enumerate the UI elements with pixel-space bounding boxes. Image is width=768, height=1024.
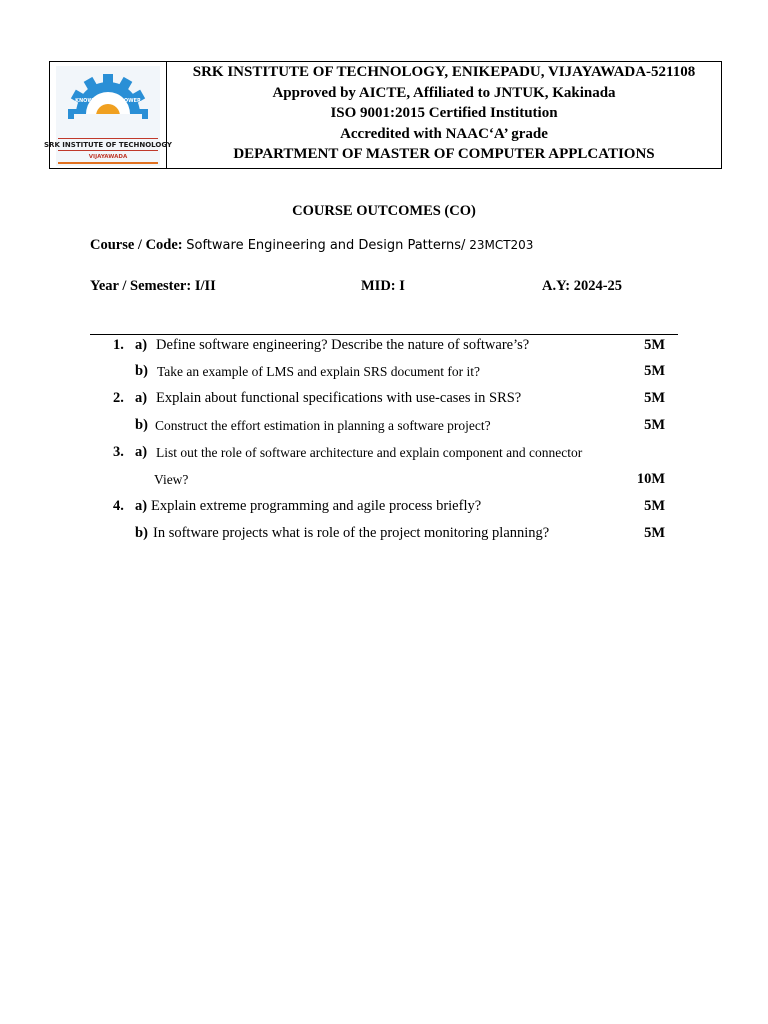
course-code: 23MCT203 — [465, 238, 534, 252]
question-number: 3. — [113, 444, 124, 460]
iso-line: ISO 9001:2015 Certified Institution — [330, 105, 558, 122]
logo-city: VIJAYAWADA — [88, 154, 128, 160]
naac-line: Accredited with NAAC‘A’ grade — [340, 125, 548, 142]
question-number: 1. — [113, 337, 124, 353]
course-subject: Software Engineering and Design Patterns/ — [186, 238, 466, 253]
document-title: COURSE OUTCOMES (CO) — [292, 203, 476, 219]
institute-name: SRK INSTITUTE OF TECHNOLOGY, ENIKEPADU, VIJAYAWADA-521108 — [192, 64, 696, 80]
question-marks: 10M — [636, 471, 665, 487]
logo-ring-text: KNOWLEDGE IS POWER — [75, 98, 141, 104]
mid-exam: MID: I — [361, 278, 405, 294]
question-part: a) — [135, 390, 148, 406]
question-marks: 5M — [644, 498, 665, 514]
department-line: DEPARTMENT OF MASTER OF COMPUTER APPLCATIONS — [233, 146, 655, 163]
course-label: Course / Code: — [90, 237, 187, 253]
question-part: a) — [135, 337, 148, 353]
question-marks: 5M — [644, 525, 665, 541]
question-text: Explain extreme programming and agile process briefly? — [151, 498, 482, 514]
header-text-block — [167, 62, 721, 168]
institute-logo — [44, 66, 172, 166]
question-marks: 5M — [644, 363, 665, 379]
logo-cell — [44, 62, 172, 168]
question-part: b) — [135, 525, 148, 541]
question-text: Construct the effort estimation in planning a software project? — [155, 418, 491, 433]
institution-header — [44, 61, 722, 169]
question-part: b) — [135, 363, 148, 379]
logo-name: SRK INSTITUTE OF TECHNOLOGY — [44, 141, 172, 149]
approval-line: Approved by AICTE, Affiliated to JNTUK, Kakinada — [272, 84, 616, 101]
question-part: a) — [135, 444, 148, 460]
question-marks: 5M — [644, 390, 665, 406]
question-marks: 5M — [644, 417, 665, 433]
course-line — [90, 237, 533, 254]
question-text: Explain about functional specifications with use-cases in SRS? — [156, 390, 522, 406]
question-text: Take an example of LMS and explain SRS document for it? — [157, 364, 480, 379]
question-part: a) — [135, 498, 148, 514]
question-marks: 5M — [644, 337, 665, 353]
year-semester: Year / Semester: I/II — [90, 278, 216, 294]
academic-year: A.Y: 2024-25 — [542, 278, 623, 294]
question-text: View? — [154, 472, 189, 487]
question-number: 2. — [113, 390, 124, 406]
divider-line — [90, 334, 678, 335]
question-part: b) — [135, 417, 148, 433]
question-text: List out the role of software architecture and explain component and connector — [156, 445, 583, 460]
question-text: In software projects what is role of the project monitoring planning? — [153, 525, 550, 541]
question-text: Define software engineering? Describe the nature of software’s? — [156, 337, 530, 353]
question-number: 4. — [113, 498, 124, 514]
